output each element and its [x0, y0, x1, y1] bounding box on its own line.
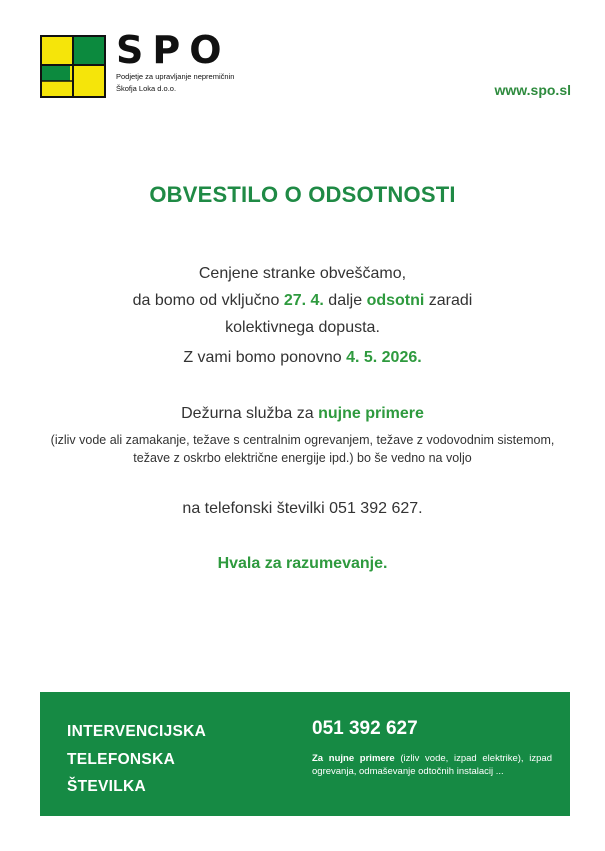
brand-subtitle-line1: Podjetje za upravljanje nepremičnin [116, 72, 235, 81]
emergency-banner [40, 692, 570, 816]
banner-label-line3: ŠTEVILKA [67, 778, 147, 795]
absent-word: odsotni [366, 292, 425, 309]
notice-title: OBVESTILO O ODSOTNOSTI [149, 182, 456, 207]
duty-phone-line: na telefonski številki 051 392 627. [182, 500, 423, 517]
notice-line-3: kolektivnega dopusta. [225, 319, 380, 336]
company-logo-mark [40, 35, 106, 98]
notice-line-4 [0, 345, 605, 371]
notice-line-1: Cenjene stranke obveščamo, [198, 265, 407, 282]
emergency-note [312, 753, 552, 778]
urgent-cases: nujne primere [318, 405, 424, 422]
emergency-note-rest: (izliv vode, izpad elektrike), izpad ogrevanja, odmaševanje odtočnih instalacij ... [312, 753, 552, 777]
emergency-phone-number[interactable]: 051 392 627 [312, 718, 418, 739]
return-date: 4. 5. 2026. [346, 349, 422, 366]
banner-label [67, 718, 206, 801]
emergency-note-bold: Za nujne primere [312, 753, 395, 764]
brand-subtitle-line2: Škofja Loka d.o.o. [116, 84, 177, 93]
notice-line-2-b: dalje [323, 292, 367, 309]
thanks-message: Hvala za razumevanje. [217, 555, 388, 572]
banner-label-line1: INTERVENCIJSKA [67, 723, 207, 740]
duty-line-1 [0, 401, 605, 427]
notice-line-4-a: Z vami bomo ponovno [183, 349, 347, 366]
notice-line-2-c: zaradi [424, 292, 473, 309]
website-link[interactable]: www.spo.sl [494, 82, 571, 98]
duty-line-1-a: Dežurna služba za [181, 405, 319, 422]
brand-block [116, 30, 234, 94]
duty-details: (izliv vode ali zamakanje, težave s centralnim ogrevanjem, težave z vodovodnim sistemom, težave z oskrbo električne energije ipd.) bo še vedno na voljo [50, 433, 555, 465]
notice-line-2-a: da bomo od vključno [132, 292, 284, 309]
notice-line-2 [0, 288, 605, 314]
banner-label-line2: TELEFONSKA [67, 750, 176, 768]
absence-start-date: 27. 4. [283, 292, 324, 309]
brand-name: SPO [116, 28, 231, 72]
